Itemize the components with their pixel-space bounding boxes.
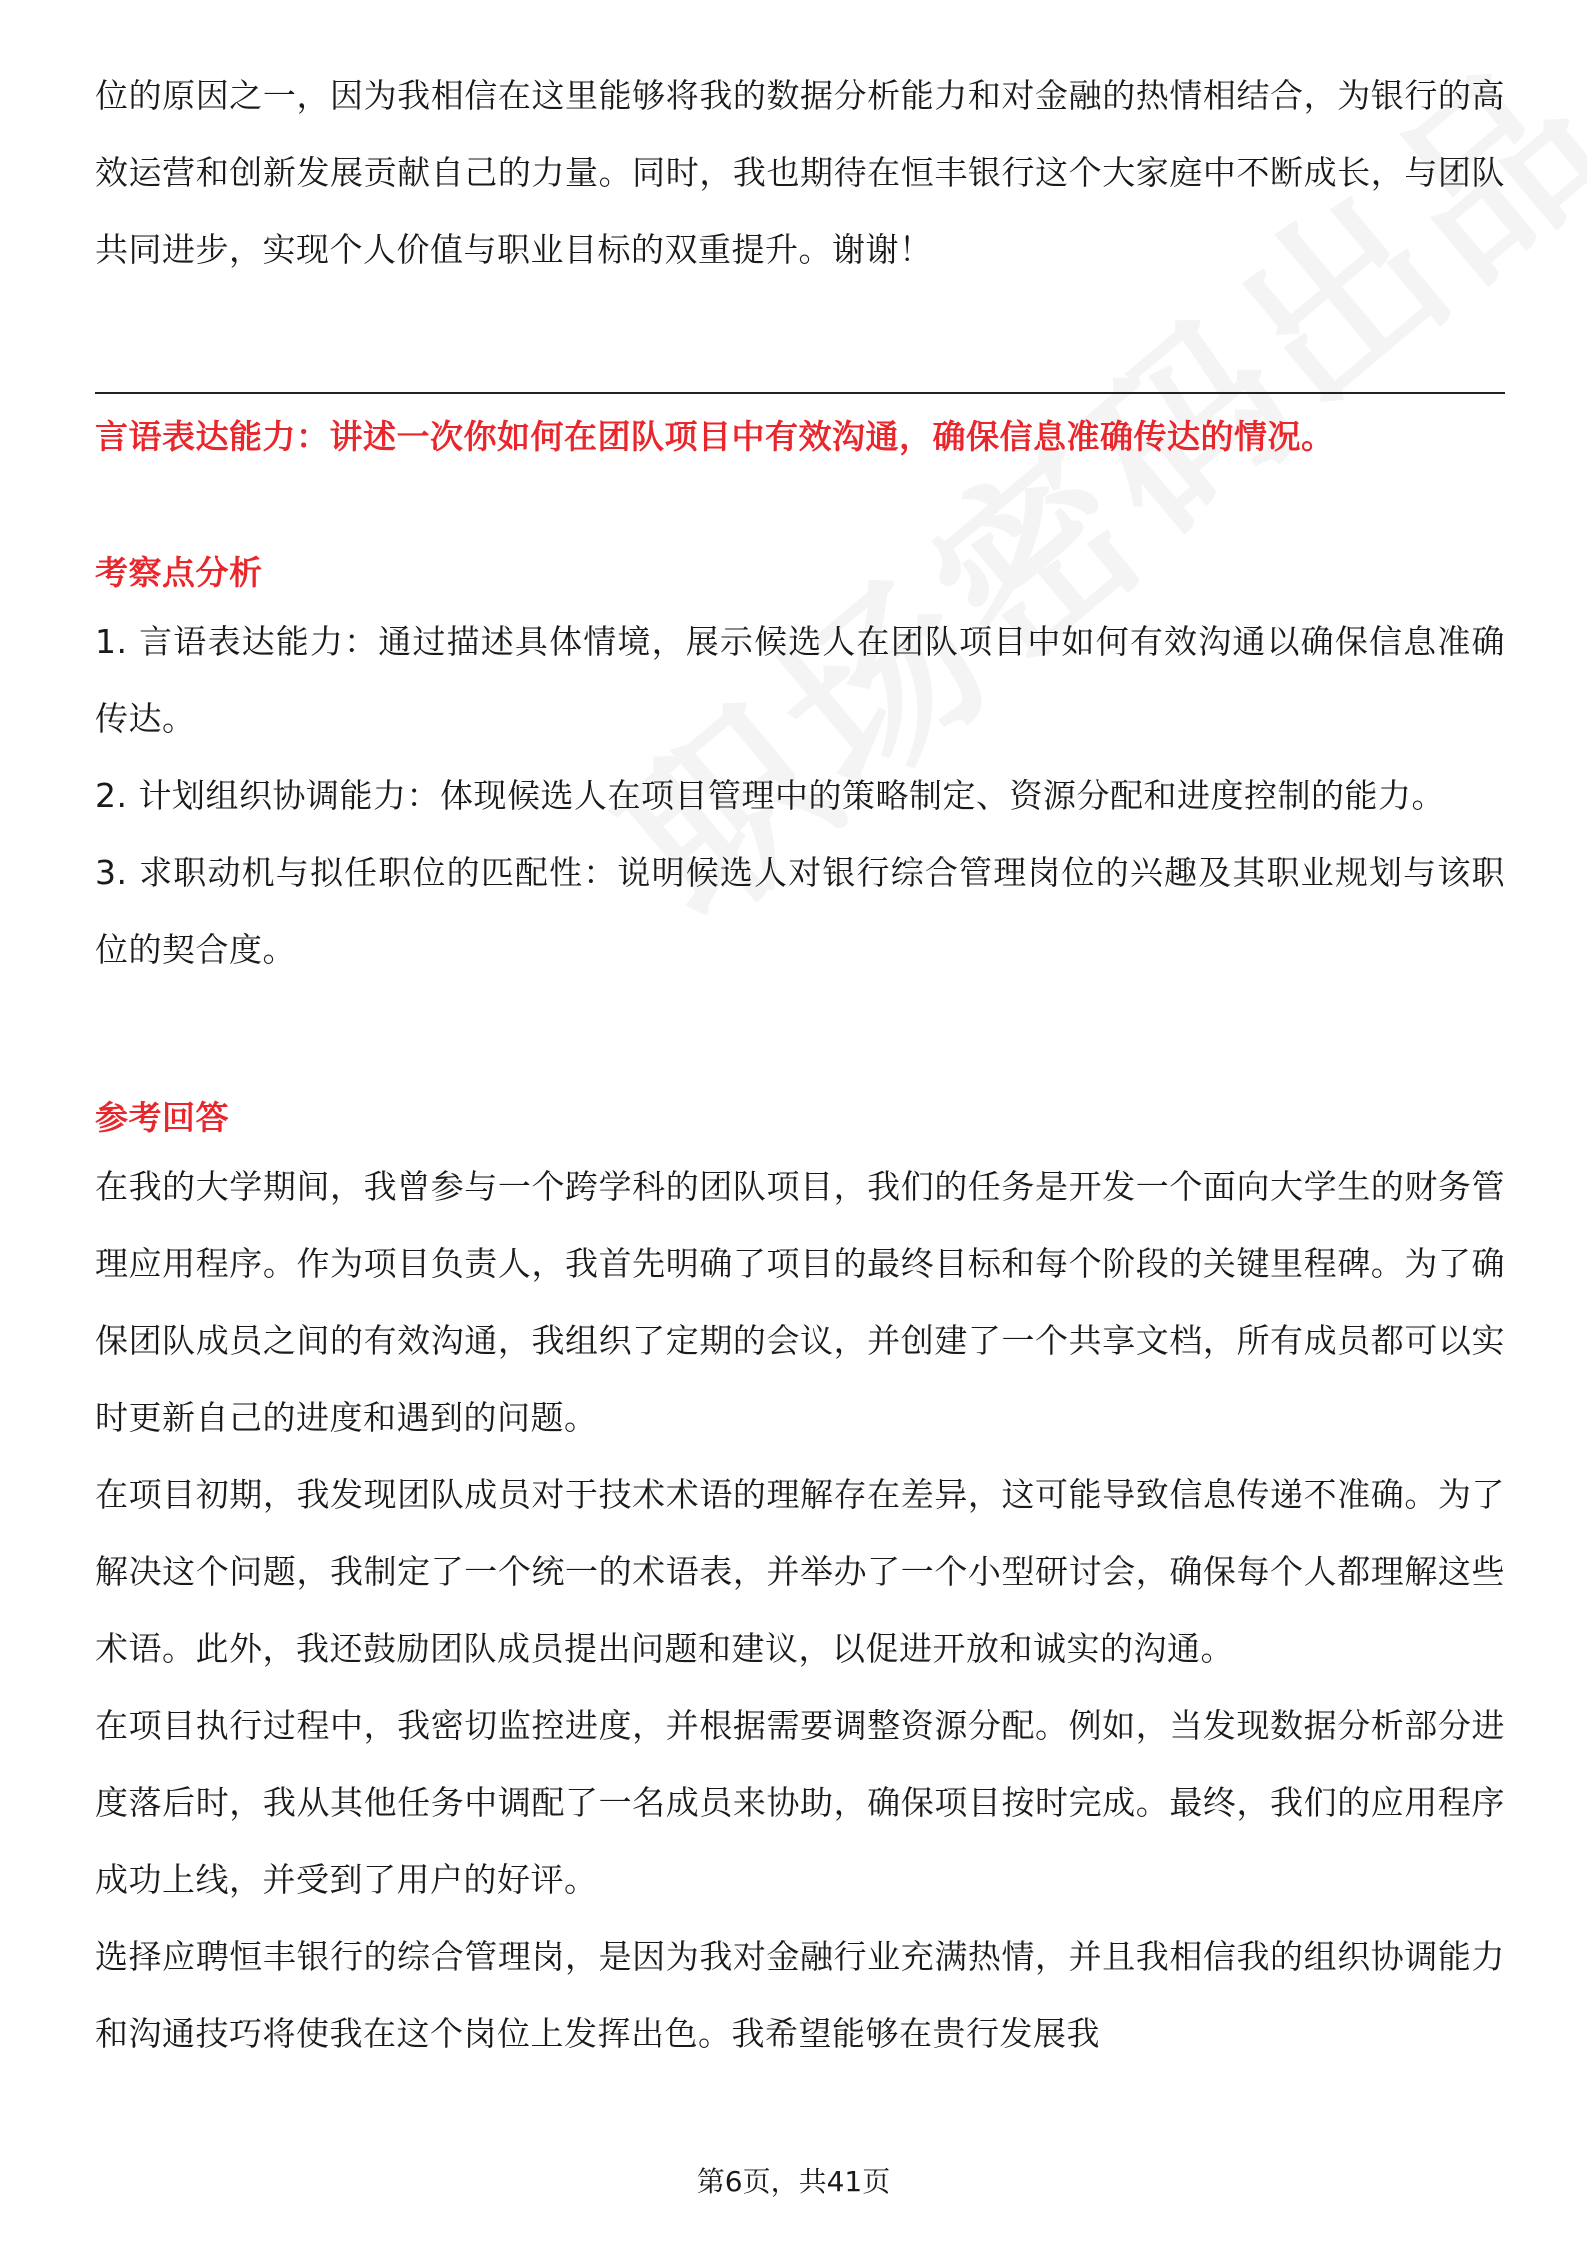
section-divider	[95, 392, 1505, 394]
analysis-section	[95, 543, 1505, 988]
answer-heading: 参考回答	[95, 1098, 229, 1137]
analysis-item-2: 2. 计划组织协调能力：体现候选人在项目管理中的策略制定、资源分配和进度控制的能力。	[95, 776, 1445, 815]
page-footer: 第6页，共41页	[696, 2165, 891, 2198]
intro-paragraph: 位的原因之一，因为我相信在这里能够将我的数据分析能力和对金融的热情相结合，为银行的高效运营和创新发展贡献自己的力量。同时，我也期待在恒丰银行这个大家庭中不断成长，与团队共同进步，实现个人价值与职业目标的双重提升。谢谢！	[95, 76, 1505, 269]
answer-paragraph-3: 在项目执行过程中，我密切监控进度，并根据需要调整资源分配。例如，当发现数据分析部分进度落后时，我从其他任务中调配了一名成员来协助，确保项目按时完成。最终，我们的应用程序成功上线，并受到了用户的好评。	[95, 1706, 1505, 1899]
analysis-heading: 考察点分析	[95, 553, 263, 592]
answer-paragraph-4: 选择应聘恒丰银行的综合管理岗，是因为我对金融行业充满热情，并且我相信我的组织协调能力和沟通技巧将使我在这个岗位上发挥出色。我希望能够在贵行发展我	[95, 1937, 1505, 2053]
question-title: 言语表达能力：讲述一次你如何在团队项目中有效沟通，确保信息准确传达的情况。	[95, 417, 1335, 456]
answer-paragraph-2: 在项目初期，我发现团队成员对于技术术语的理解存在差异，这可能导致信息传递不准确。为了解决这个问题，我制定了一个统一的术语表，并举办了一个小型研讨会，确保每个人都理解这些术语。此外，我还鼓励团队成员提出问题和建议，以促进开放和诚实的沟通。	[95, 1475, 1505, 1668]
analysis-item-3: 3. 求职动机与拟任职位的匹配性：说明候选人对银行综合管理岗位的兴趣及其职业规划与该职位的契合度。	[95, 853, 1505, 969]
answer-paragraph-1: 在我的大学期间，我曾参与一个跨学科的团队项目，我们的任务是开发一个面向大学生的财务管理应用程序。作为项目负责人，我首先明确了项目的最终目标和每个阶段的关键里程碑。为了确保团队成员之间的有效沟通，我组织了定期的会议，并创建了一个共享文档，所有成员都可以实时更新自己的进度和遇到的问题。	[95, 1167, 1505, 1437]
answer-section	[95, 1088, 1505, 2072]
analysis-item-1: 1. 言语表达能力：通过描述具体情境，展示候选人在团队项目中如何有效沟通以确保信息准确传达。	[95, 622, 1505, 738]
